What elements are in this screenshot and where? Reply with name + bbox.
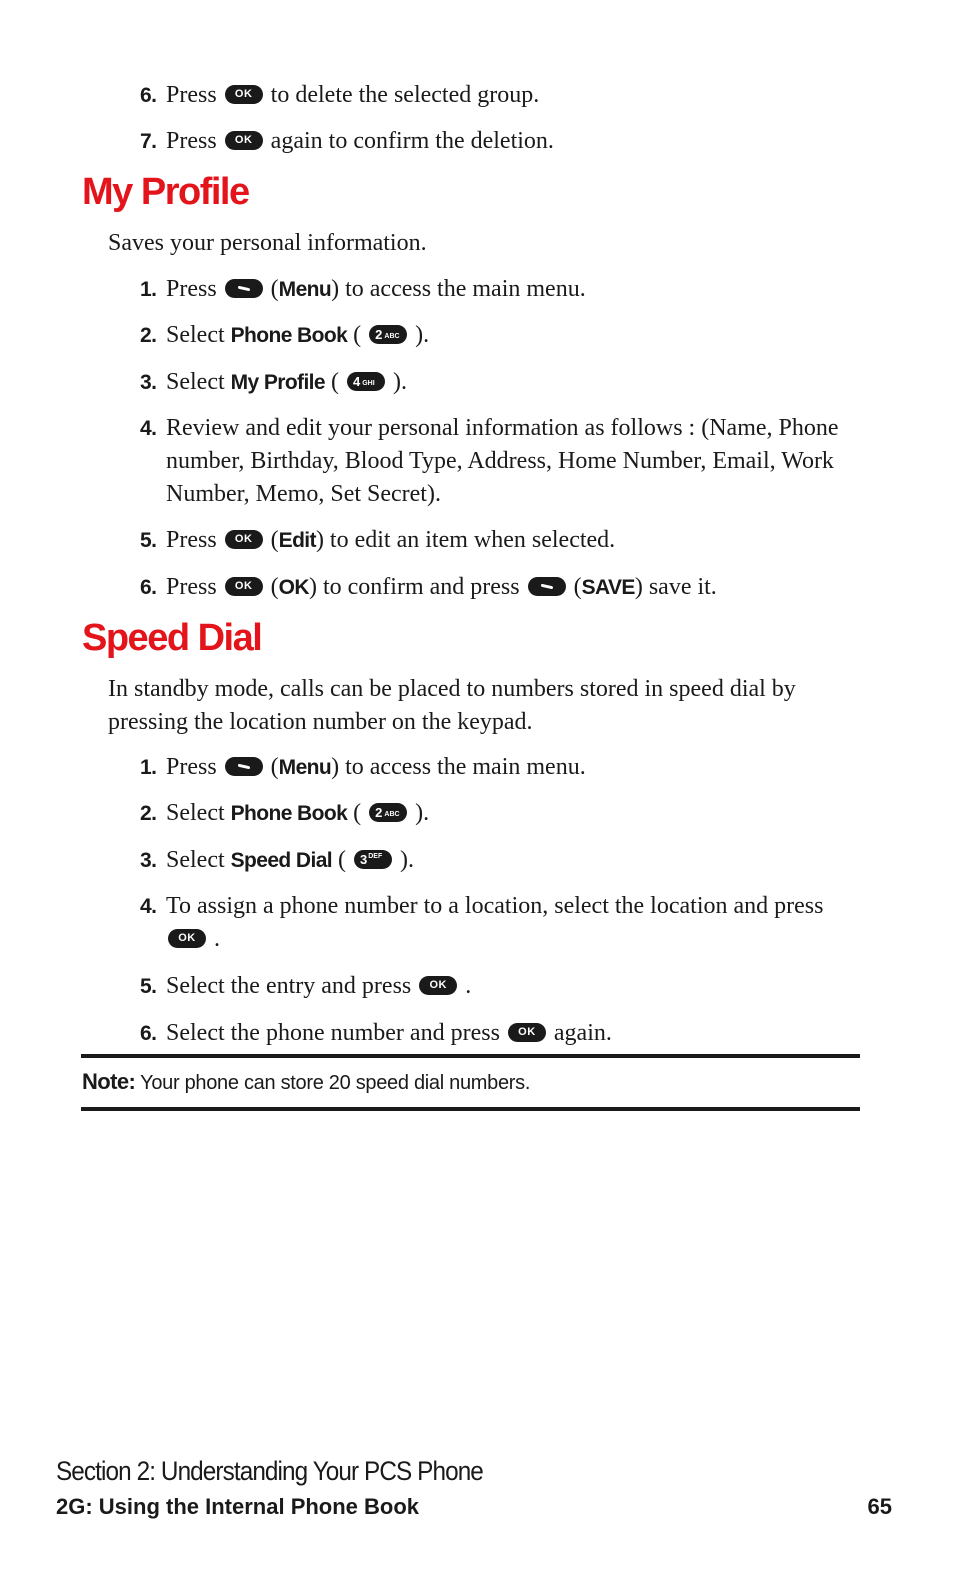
intro-step-6: 6. Press OK to delete the selected group. [140, 82, 540, 108]
speed-dial-step-5: 5. Select the entry and press OK . [140, 973, 472, 999]
ok-key-icon: OK [225, 530, 263, 549]
speed-dial-step-3: 3. Select Speed Dial ( $3^{DEF}$ ). [140, 847, 415, 873]
ok-key-icon: OK [508, 1023, 546, 1042]
note-top-rule [81, 1054, 860, 1058]
speed-dial-heading: Speed Dial [82, 617, 262, 659]
ok-key-icon: OK [225, 577, 263, 596]
intro-step-7: 7. Press OK again to confirm the deletion. [140, 128, 554, 154]
left-softkey-icon [225, 279, 263, 298]
speed-dial-description: In standby mode, calls can be placed to numbers stored in speed dial by pressing the location number on the keypad. [108, 676, 796, 735]
my-profile-step-3: 3. Select My Profile ( 4 GHI ). [140, 369, 407, 395]
speed-dial-step-2: 2. Select Phone Book ( 2 ABC ). [140, 800, 430, 826]
right-softkey-icon [528, 577, 566, 596]
note [82, 1066, 860, 1099]
page-number: 65 [867, 1494, 892, 1519]
note-text: Your phone can store 20 speed dial numbers. [140, 1072, 531, 1094]
note-label: Note: [82, 1069, 136, 1094]
my-profile-step-4: 4. Review and edit your personal information as follows : (Name, Phone number, Birthday, Blood Type, Address, Home Number, Email, Work Number, Memo, Set Secret). [140, 415, 839, 507]
ok-key-icon: OK [419, 976, 457, 995]
ok-key-icon: OK [168, 929, 206, 948]
footer-chapter-title: 2G: Using the Internal Phone Book [56, 1494, 420, 1519]
my-profile-step-1: 1. Press (Menu) to access the main menu. [140, 276, 586, 302]
speed-dial-step-4: 4. To assign a phone number to a location, select the location and press OK . [140, 893, 824, 952]
key-2-icon: 2 ABC [369, 803, 407, 822]
my-profile-step-2: 2. Select Phone Book ( 2 ABC ). [140, 322, 430, 348]
ok-key-icon: OK [225, 85, 263, 104]
my-profile-description: Saves your personal information. [108, 230, 427, 256]
my-profile-step-6: 6. Press OK (OK) to confirm and press (SAVE) save it. [140, 574, 717, 600]
ok-key-icon: OK [225, 131, 263, 150]
footer-section-title: Section 2: Understanding Your PCS Phone [56, 1456, 483, 1486]
my-profile-heading: My Profile [82, 171, 249, 213]
key-4-icon: 4 GHI [347, 372, 385, 391]
my-profile-step-5: 5. Press OK (Edit) to edit an item when selected. [140, 527, 616, 553]
left-softkey-icon [225, 757, 263, 776]
speed-dial-step-6: 6. Select the phone number and press OK again. [140, 1020, 612, 1046]
key-2-icon: 2 ABC [369, 325, 407, 344]
note-bottom-rule [81, 1107, 860, 1111]
key-3-icon: $3^{DEF}$ [354, 850, 392, 869]
speed-dial-step-1: 1. Press (Menu) to access the main menu. [140, 754, 586, 780]
